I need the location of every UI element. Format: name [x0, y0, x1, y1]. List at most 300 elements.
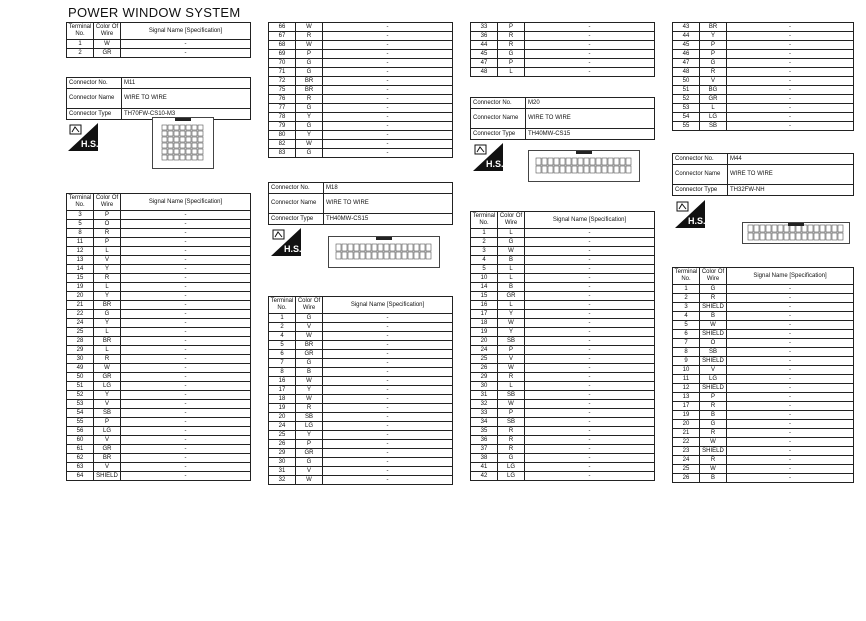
- signal-cell: -: [121, 445, 251, 454]
- connector-type-value: TH32FW-NH: [728, 185, 854, 196]
- table-row: [269, 377, 453, 386]
- signal-cell: -: [323, 86, 453, 95]
- harness-side-label: H.S.: [688, 216, 705, 226]
- signal-cell: -: [121, 427, 251, 436]
- signal-cell: -: [727, 384, 854, 393]
- table-row: [269, 359, 453, 368]
- table-row: [67, 274, 251, 283]
- terminal-cell: 29: [471, 373, 498, 382]
- wire-color-cell: W: [498, 400, 525, 409]
- wire-color-cell: R: [94, 274, 121, 283]
- wire-color-cell: BR: [296, 341, 323, 350]
- terminal-cell: 29: [67, 346, 94, 355]
- table-row: [673, 285, 854, 294]
- wire-color-cell: P: [296, 50, 323, 59]
- signal-cell: -: [323, 350, 453, 359]
- wire-color-cell: G: [296, 149, 323, 158]
- signal-cell: -: [323, 368, 453, 377]
- wire-color-cell: BR: [700, 23, 727, 32]
- table-row: [673, 68, 854, 77]
- signal-cell: -: [525, 472, 655, 481]
- wire-color-cell: V: [700, 77, 727, 86]
- terminal-cell: 11: [673, 375, 700, 384]
- signal-cell: -: [121, 301, 251, 310]
- table-row: [471, 391, 655, 400]
- terminal-cell: 54: [67, 409, 94, 418]
- header-terminal-no: Terminal No.: [471, 212, 498, 229]
- signal-cell: -: [525, 310, 655, 319]
- terminal-cell: 48: [471, 68, 498, 77]
- wire-color-cell: G: [296, 122, 323, 131]
- table-row: [269, 413, 453, 422]
- wire-color-cell: W: [700, 465, 727, 474]
- wire-color-cell: R: [296, 404, 323, 413]
- table-row: [67, 355, 251, 364]
- wire-color-cell: GR: [296, 350, 323, 359]
- terminal-cell: 4: [471, 256, 498, 265]
- signal-cell: -: [323, 149, 453, 158]
- wire-color-cell: Y: [94, 292, 121, 301]
- table-row: [67, 238, 251, 247]
- signal-cell: -: [323, 122, 453, 131]
- table-row: [673, 50, 854, 59]
- header-signal-name: Signal Name [Specification]: [323, 297, 453, 314]
- signal-cell: -: [727, 456, 854, 465]
- signal-cell: -: [525, 409, 655, 418]
- wire-color-cell: Y: [296, 113, 323, 122]
- wire-color-cell: BR: [296, 86, 323, 95]
- signal-cell: -: [121, 382, 251, 391]
- terminal-cell: 16: [269, 377, 296, 386]
- terminal-cell: 13: [67, 256, 94, 265]
- table-row: [471, 319, 655, 328]
- terminal-cell: 20: [471, 337, 498, 346]
- signal-cell: -: [323, 68, 453, 77]
- signal-cell: -: [727, 113, 854, 122]
- signal-cell: -: [727, 393, 854, 402]
- wire-color-cell: P: [94, 211, 121, 220]
- wire-color-cell: SB: [296, 413, 323, 422]
- table-row: [471, 23, 655, 32]
- wire-color-cell: SHIELD: [700, 357, 727, 366]
- wire-color-cell: W: [296, 140, 323, 149]
- wire-color-cell: G: [296, 68, 323, 77]
- signal-cell: -: [525, 364, 655, 373]
- terminal-cell: 3: [673, 303, 700, 312]
- connector-no-label: Connector No.: [673, 154, 728, 165]
- signal-cell: -: [323, 323, 453, 332]
- terminal-cell: 19: [673, 411, 700, 420]
- wire-color-cell: Y: [498, 310, 525, 319]
- header-terminal-no: Terminal No.: [67, 194, 94, 211]
- signal-cell: -: [727, 339, 854, 348]
- terminal-cell: 66: [269, 23, 296, 32]
- table-row: [673, 366, 854, 375]
- wire-color-cell: P: [498, 59, 525, 68]
- terminal-cell: 31: [471, 391, 498, 400]
- wire-color-cell: G: [94, 310, 121, 319]
- terminal-cell: 17: [471, 310, 498, 319]
- table-row: [471, 292, 655, 301]
- terminal-cell: 17: [269, 386, 296, 395]
- wire-color-cell: B: [700, 312, 727, 321]
- wire-color-cell: R: [498, 427, 525, 436]
- signal-cell: -: [121, 436, 251, 445]
- connector-name-value: WIRE TO WIRE: [728, 165, 854, 185]
- terminal-cell: 31: [269, 467, 296, 476]
- terminal-cell: 33: [471, 409, 498, 418]
- wire-color-cell: LG: [498, 463, 525, 472]
- terminal-cell: 45: [673, 41, 700, 50]
- terminal-cell: 1: [67, 40, 94, 49]
- table-row: [471, 445, 655, 454]
- harness-side-icon: [68, 123, 98, 151]
- signal-cell: -: [525, 283, 655, 292]
- signal-cell: -: [121, 49, 251, 58]
- table-row: [673, 113, 854, 122]
- terminal-cell: 12: [67, 247, 94, 256]
- table-header-row: [269, 297, 453, 314]
- header-terminal-no: Terminal No.: [673, 268, 700, 285]
- table-row: [269, 368, 453, 377]
- signal-cell: -: [121, 247, 251, 256]
- terminal-cell: 10: [673, 366, 700, 375]
- connector-type-label: Connector Type: [471, 129, 526, 140]
- signal-cell: -: [525, 463, 655, 472]
- terminal-cell: 44: [471, 41, 498, 50]
- terminal-cell: 18: [471, 319, 498, 328]
- terminal-cell: 25: [471, 355, 498, 364]
- terminal-cell: 32: [471, 400, 498, 409]
- table-row: [269, 458, 453, 467]
- signal-cell: -: [121, 229, 251, 238]
- table-row: [673, 447, 854, 456]
- signal-cell: -: [323, 32, 453, 41]
- wire-color-cell: V: [94, 256, 121, 265]
- wire-color-cell: O: [94, 220, 121, 229]
- connector-name-label: Connector Name: [471, 109, 526, 129]
- signal-cell: -: [121, 355, 251, 364]
- connector-name-row: [673, 165, 854, 185]
- signal-cell: -: [323, 113, 453, 122]
- terminal-cell: 4: [269, 332, 296, 341]
- terminal-cell: 1: [673, 285, 700, 294]
- wire-color-cell: V: [94, 436, 121, 445]
- terminal-cell: 52: [67, 391, 94, 400]
- connector-type-value: TH70FW-CS10-M3: [122, 109, 251, 120]
- terminal-cell: 15: [471, 292, 498, 301]
- table-row: [673, 348, 854, 357]
- terminal-cell: 43: [673, 23, 700, 32]
- harness-side-label: H.S.: [284, 244, 301, 254]
- signal-cell: -: [727, 420, 854, 429]
- wire-color-cell: W: [296, 41, 323, 50]
- signal-cell: -: [525, 337, 655, 346]
- signal-cell: -: [121, 337, 251, 346]
- terminal-cell: 67: [269, 32, 296, 41]
- terminal-cell: 8: [67, 229, 94, 238]
- table-row: [269, 41, 453, 50]
- wire-color-cell: W: [296, 377, 323, 386]
- wire-color-cell: R: [498, 32, 525, 41]
- terminal-cell: 75: [269, 86, 296, 95]
- terminal-cell: 76: [269, 95, 296, 104]
- connector-name-row: [67, 89, 251, 109]
- terminal-table: [672, 267, 854, 483]
- wire-color-cell: W: [700, 321, 727, 330]
- connector-name-label: Connector Name: [67, 89, 122, 109]
- table-row: [67, 220, 251, 229]
- terminal-cell: 3: [67, 211, 94, 220]
- wire-color-cell: LG: [94, 382, 121, 391]
- terminal-table: [672, 22, 854, 131]
- table-row: [673, 429, 854, 438]
- wire-color-cell: R: [498, 41, 525, 50]
- wire-color-cell: W: [296, 23, 323, 32]
- wire-color-cell: L: [94, 328, 121, 337]
- signal-cell: -: [525, 418, 655, 427]
- wire-color-cell: R: [700, 429, 727, 438]
- header-color-of-wire: Color Of Wire: [296, 297, 323, 314]
- terminal-cell: 5: [67, 220, 94, 229]
- terminal-cell: 19: [471, 328, 498, 337]
- wire-color-cell: L: [498, 301, 525, 310]
- signal-cell: -: [323, 77, 453, 86]
- connector-type-label: Connector Type: [67, 109, 122, 120]
- header-terminal-no: Terminal No.: [269, 297, 296, 314]
- connector-m18-diagram: [328, 236, 440, 268]
- wire-color-cell: Y: [94, 319, 121, 328]
- terminal-cell: 22: [67, 310, 94, 319]
- signal-cell: -: [323, 377, 453, 386]
- connector-type-label: Connector Type: [673, 185, 728, 196]
- connector-type-row: [471, 129, 655, 140]
- table-row: [471, 238, 655, 247]
- terminal-cell: 64: [67, 472, 94, 481]
- terminal-cell: 56: [67, 427, 94, 436]
- terminal-cell: 25: [269, 431, 296, 440]
- signal-cell: -: [727, 59, 854, 68]
- wire-color-cell: G: [296, 104, 323, 113]
- wire-color-cell: Y: [296, 131, 323, 140]
- wire-color-cell: SB: [700, 348, 727, 357]
- table-row: [673, 303, 854, 312]
- wire-color-cell: P: [700, 41, 727, 50]
- header-color-of-wire: Color Of Wire: [700, 268, 727, 285]
- signal-cell: -: [323, 458, 453, 467]
- wire-color-cell: SB: [498, 337, 525, 346]
- connector-no-label: Connector No.: [269, 183, 324, 194]
- signal-cell: -: [121, 238, 251, 247]
- wire-color-cell: W: [700, 438, 727, 447]
- terminal-cell: 30: [67, 355, 94, 364]
- terminal-cell: 60: [67, 436, 94, 445]
- terminal-cell: 14: [67, 265, 94, 274]
- terminal-cell: 49: [67, 364, 94, 373]
- signal-cell: -: [727, 447, 854, 456]
- signal-cell: -: [525, 32, 655, 41]
- signal-cell: -: [727, 23, 854, 32]
- terminal-cell: 24: [673, 456, 700, 465]
- signal-cell: -: [727, 312, 854, 321]
- signal-cell: -: [525, 229, 655, 238]
- table-row: [67, 40, 251, 49]
- connector-no-row: [673, 154, 854, 165]
- table-row: [67, 49, 251, 58]
- terminal-cell: 28: [67, 337, 94, 346]
- signal-cell: -: [525, 400, 655, 409]
- table-row: [269, 323, 453, 332]
- terminal-cell: 5: [673, 321, 700, 330]
- table-header-row: [67, 194, 251, 211]
- table-row: [471, 283, 655, 292]
- wire-color-cell: G: [296, 314, 323, 323]
- terminal-cell: 51: [67, 382, 94, 391]
- table-row: [67, 256, 251, 265]
- terminal-cell: 2: [471, 238, 498, 247]
- signal-cell: -: [525, 41, 655, 50]
- signal-cell: -: [727, 303, 854, 312]
- wire-color-cell: BR: [94, 301, 121, 310]
- table-row: [269, 131, 453, 140]
- table-row: [673, 330, 854, 339]
- table-row: [673, 393, 854, 402]
- wire-color-cell: R: [296, 32, 323, 41]
- terminal-cell: 82: [269, 140, 296, 149]
- wire-color-cell: BR: [94, 454, 121, 463]
- terminal-cell: 36: [471, 436, 498, 445]
- signal-cell: -: [727, 474, 854, 483]
- table-row: [269, 32, 453, 41]
- table-row: [471, 328, 655, 337]
- header-signal-name: Signal Name [Specification]: [121, 194, 251, 211]
- signal-cell: -: [525, 265, 655, 274]
- harness-side-label: H.S.: [486, 159, 503, 169]
- terminal-cell: 20: [67, 292, 94, 301]
- signal-cell: -: [121, 319, 251, 328]
- terminal-cell: 55: [673, 122, 700, 131]
- wire-color-cell: LG: [498, 472, 525, 481]
- connector-m44-diagram: [742, 222, 850, 244]
- table-row: [67, 328, 251, 337]
- terminal-cell: 61: [67, 445, 94, 454]
- terminal-cell: 1: [269, 314, 296, 323]
- terminal-cell: 21: [67, 301, 94, 310]
- table-row: [471, 364, 655, 373]
- terminal-table: [470, 22, 655, 77]
- terminal-cell: 30: [471, 382, 498, 391]
- table-row: [471, 337, 655, 346]
- table-row: [67, 265, 251, 274]
- terminal-cell: 20: [269, 413, 296, 422]
- wire-color-cell: BG: [700, 86, 727, 95]
- table-row: [471, 346, 655, 355]
- table-row: [471, 409, 655, 418]
- terminal-cell: 14: [471, 283, 498, 292]
- signal-cell: -: [727, 285, 854, 294]
- wire-color-cell: L: [498, 229, 525, 238]
- table-row: [269, 77, 453, 86]
- connector-name-row: [471, 109, 655, 129]
- connector-type-value: TH40MW-CS15: [324, 214, 453, 225]
- table-row: [67, 301, 251, 310]
- terminal-cell: 6: [673, 330, 700, 339]
- terminal-cell: 10: [471, 274, 498, 283]
- table-row: [269, 476, 453, 485]
- table-row: [673, 312, 854, 321]
- signal-cell: -: [727, 50, 854, 59]
- connector-info-m18: [268, 182, 453, 225]
- terminal-cell: 19: [67, 283, 94, 292]
- signal-cell: -: [121, 463, 251, 472]
- wire-color-cell: SB: [498, 418, 525, 427]
- signal-cell: -: [525, 247, 655, 256]
- terminal-cell: 35: [471, 427, 498, 436]
- terminal-cell: 37: [471, 445, 498, 454]
- terminal-cell: 62: [67, 454, 94, 463]
- table-row: [269, 404, 453, 413]
- signal-cell: -: [525, 68, 655, 77]
- signal-cell: -: [323, 359, 453, 368]
- terminal-cell: 78: [269, 113, 296, 122]
- terminal-cell: 5: [269, 341, 296, 350]
- wire-color-cell: L: [498, 68, 525, 77]
- signal-cell: -: [121, 256, 251, 265]
- signal-cell: -: [323, 131, 453, 140]
- terminal-cell: 2: [673, 294, 700, 303]
- table-row: [67, 472, 251, 481]
- wire-color-cell: GR: [700, 95, 727, 104]
- wire-color-cell: L: [498, 265, 525, 274]
- connector-type-label: Connector Type: [269, 214, 324, 225]
- signal-cell: -: [323, 467, 453, 476]
- terminal-table: [470, 211, 655, 481]
- table-row: [673, 41, 854, 50]
- signal-cell: -: [323, 50, 453, 59]
- connector-name-value: WIRE TO WIRE: [122, 89, 251, 109]
- terminal-cell: 24: [67, 319, 94, 328]
- table-row: [67, 463, 251, 472]
- table-row: [67, 373, 251, 382]
- terminal-cell: 52: [673, 95, 700, 104]
- wire-color-cell: B: [296, 368, 323, 377]
- connector-info-m11: [66, 77, 251, 120]
- signal-cell: -: [121, 283, 251, 292]
- signal-cell: -: [323, 440, 453, 449]
- wire-color-cell: V: [296, 323, 323, 332]
- connector-name-label: Connector Name: [269, 194, 324, 214]
- connector-no-label: Connector No.: [471, 98, 526, 109]
- table-header-row: [67, 23, 251, 40]
- terminal-cell: 55: [67, 418, 94, 427]
- signal-cell: -: [121, 454, 251, 463]
- terminal-cell: 80: [269, 131, 296, 140]
- wire-color-cell: LG: [296, 422, 323, 431]
- wire-color-cell: L: [700, 104, 727, 113]
- wire-color-cell: SB: [94, 409, 121, 418]
- signal-cell: -: [323, 404, 453, 413]
- table-row: [471, 400, 655, 409]
- signal-cell: -: [121, 400, 251, 409]
- terminal-cell: 48: [673, 68, 700, 77]
- signal-cell: -: [525, 445, 655, 454]
- signal-cell: -: [121, 409, 251, 418]
- terminal-cell: 13: [673, 393, 700, 402]
- wire-color-cell: L: [94, 346, 121, 355]
- table-row: [67, 319, 251, 328]
- wire-color-cell: R: [498, 445, 525, 454]
- signal-cell: -: [323, 23, 453, 32]
